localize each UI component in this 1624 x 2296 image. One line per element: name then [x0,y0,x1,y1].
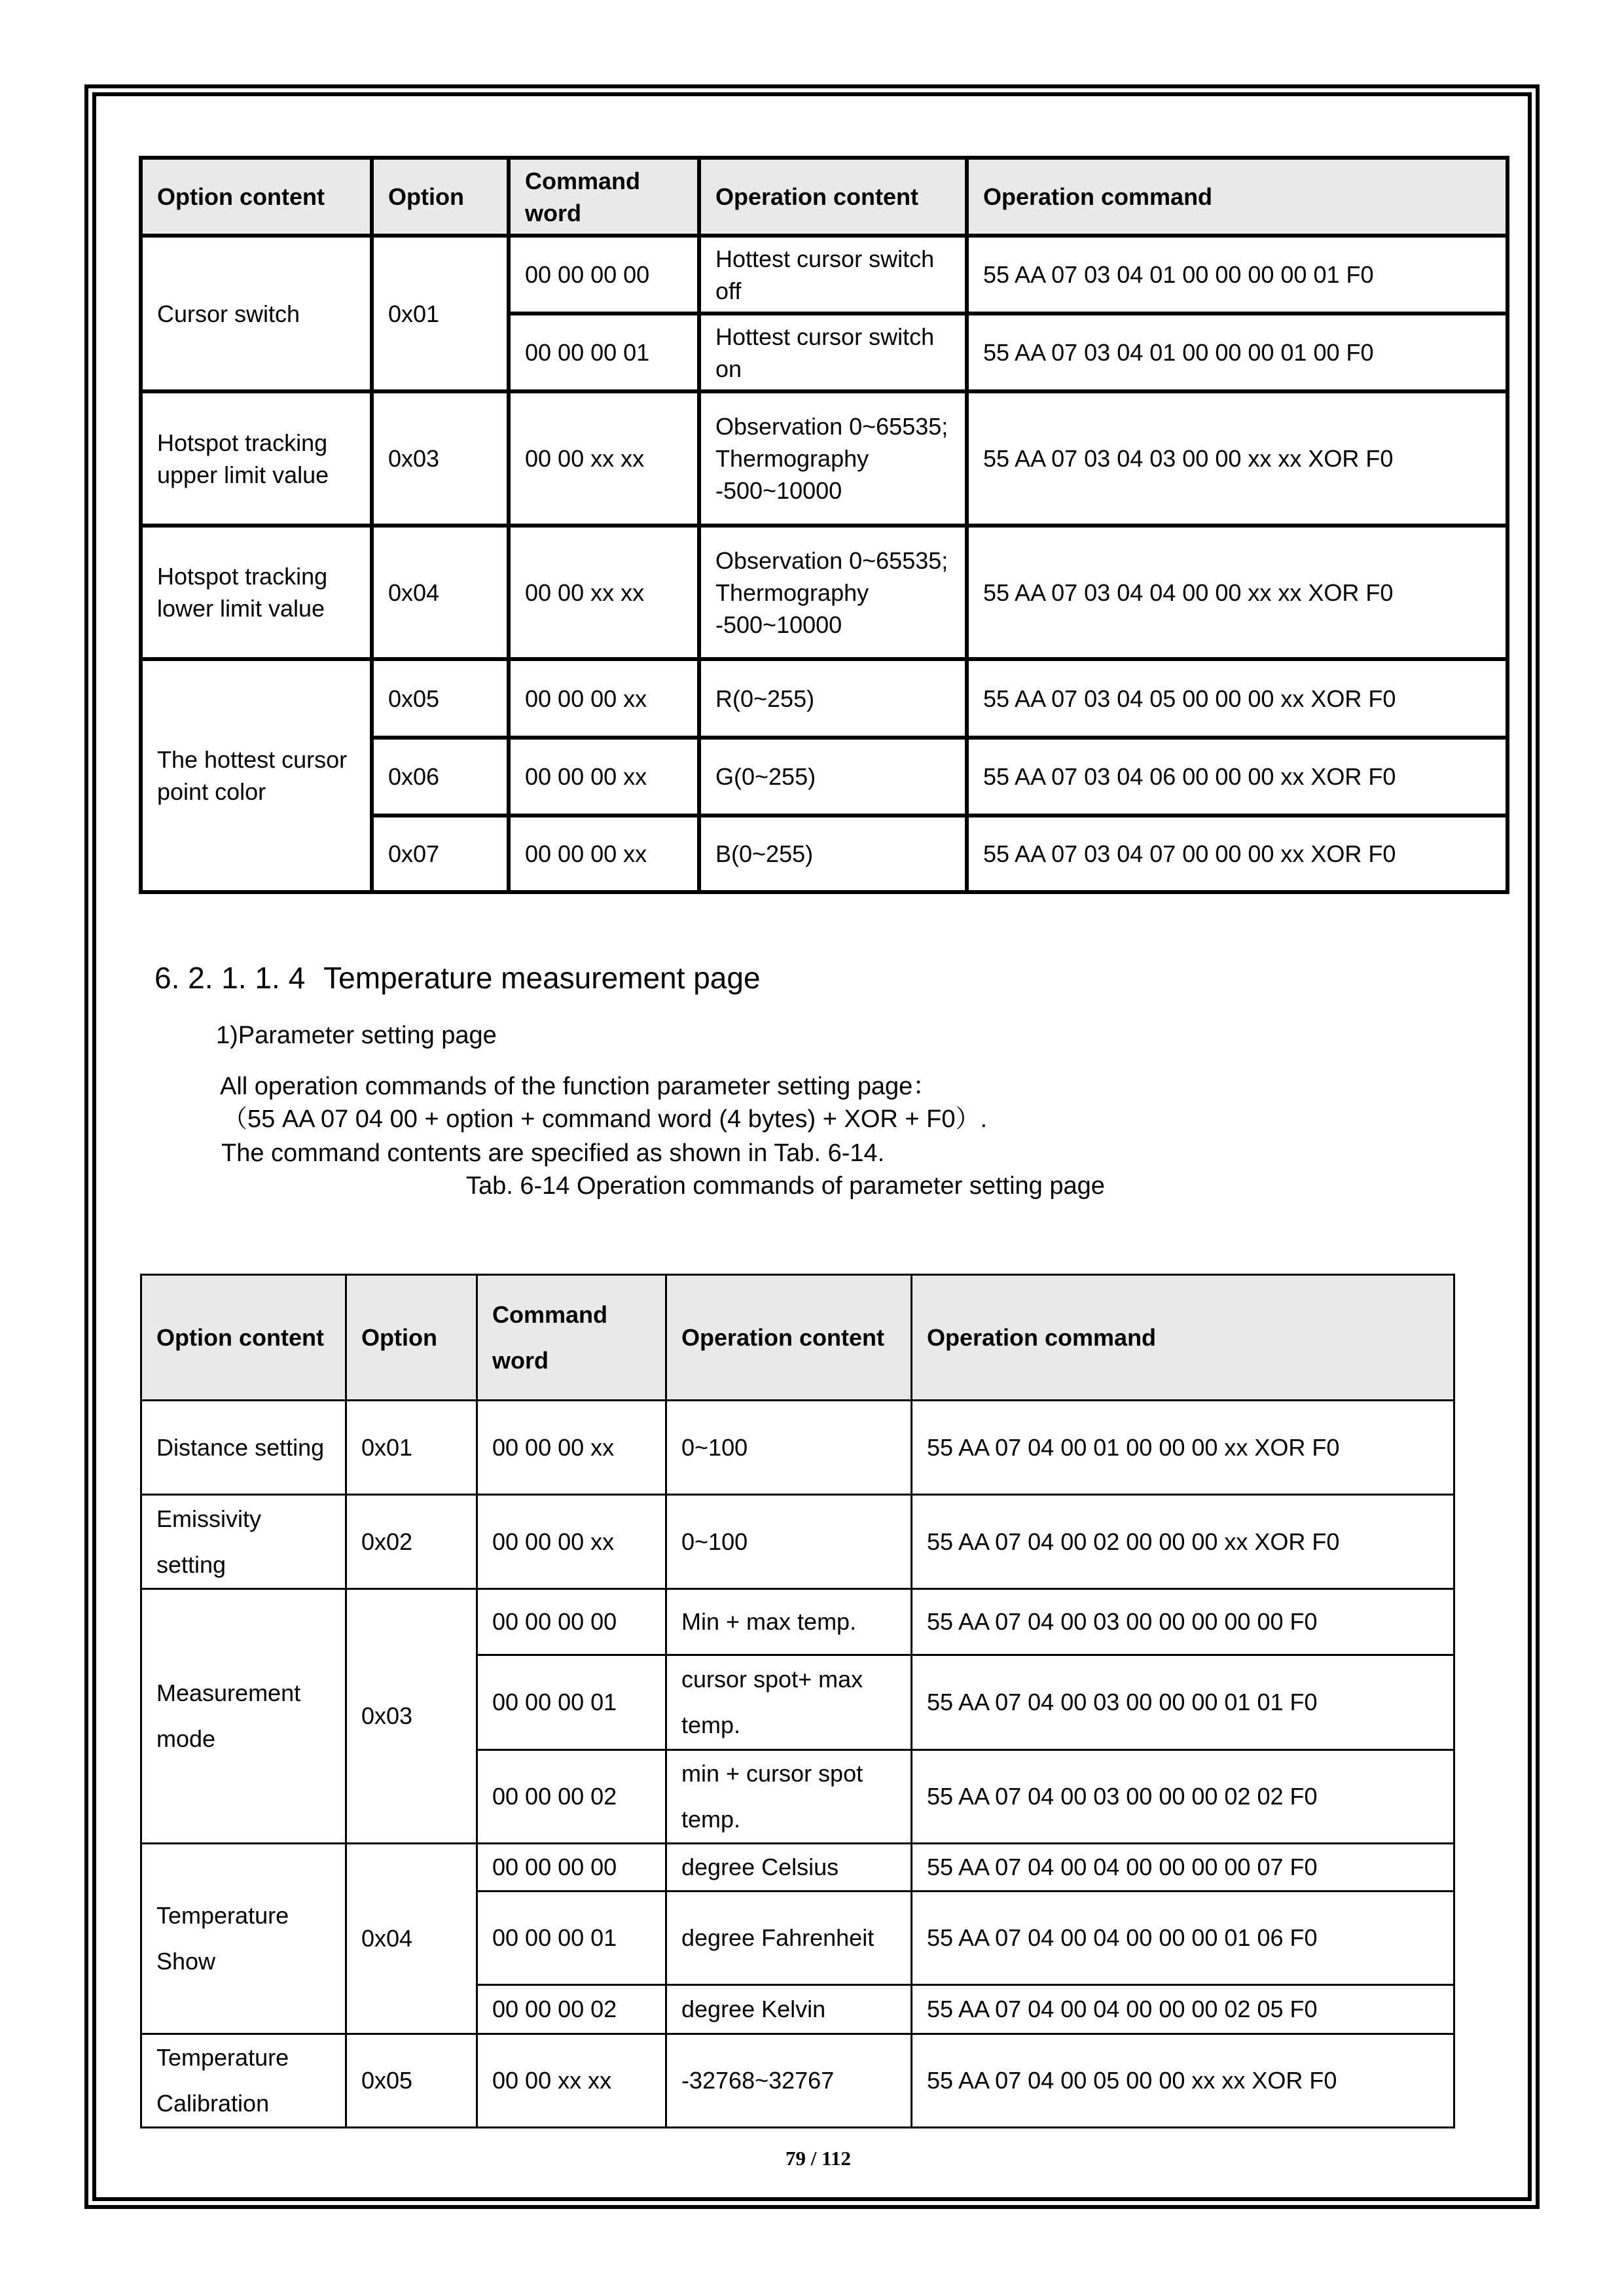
cell-command-word: 00 00 00 00 [509,236,699,314]
cell-command-word: 00 00 00 01 [477,1892,666,1985]
cell-operation-command: 55 AA 07 03 04 07 00 00 00 xx XOR F0 [967,816,1507,892]
table-row [141,1589,1454,1655]
cell-operation-command: 55 AA 07 03 04 06 00 00 00 xx XOR F0 [967,738,1507,816]
cell-operation-command: 55 AA 07 04 00 05 00 00 xx xx XOR F0 [912,2034,1454,2128]
subheading: 1)Parameter setting page [216,1022,497,1049]
cell-option-content: Distance setting [141,1401,346,1495]
cell-option-content: Temperature Show [141,1844,346,2034]
cell-command-word: 00 00 xx xx [477,2034,666,2128]
cell-command-word: 00 00 00 xx [509,738,699,816]
table-header-row [141,1275,1454,1401]
cell-operation-command: 55 AA 07 03 04 01 00 00 00 01 00 F0 [967,314,1507,391]
cell-operation-command: 55 AA 07 04 00 04 00 00 00 00 07 F0 [912,1844,1454,1892]
cell-operation-content: R(0~255) [699,659,967,738]
header-command-word: Command word [509,158,699,236]
cell-command-word: 00 00 00 02 [477,1750,666,1844]
cell-operation-command: 55 AA 07 03 04 04 00 00 xx xx XOR F0 [967,526,1507,659]
cell-option: 0x03 [372,391,509,526]
cell-command-word: 00 00 00 01 [509,314,699,391]
cell-operation-content: cursor spot+ max temp. [666,1655,912,1750]
table-row [141,526,1507,659]
cell-operation-content: G(0~255) [699,738,967,816]
cell-operation-command: 55 AA 07 04 00 04 00 00 00 02 05 F0 [912,1985,1454,2034]
cell-operation-content: Observation 0~65535; Thermography -500~10000 [699,526,967,659]
header-operation-content: Operation content [666,1275,912,1401]
parameter-setting-commands-table [140,1274,1455,2128]
cell-option: 0x05 [372,659,509,738]
table-row [141,236,1507,314]
cell-command-word: 00 00 00 02 [477,1985,666,2034]
cell-operation-command: 55 AA 07 04 00 03 00 00 00 01 01 F0 [912,1655,1454,1750]
cell-operation-content: min + cursor spot temp. [666,1750,912,1844]
section-heading-title: Temperature measurement page [323,961,761,995]
cell-option-content: Hotspot tracking upper limit value [141,391,372,526]
cell-option: 0x01 [346,1401,477,1495]
header-option-content: Option content [141,158,372,236]
cell-operation-content: 0~100 [666,1495,912,1589]
section-heading [154,960,761,996]
cell-command-word: 00 00 xx xx [509,391,699,526]
cell-operation-content: B(0~255) [699,816,967,892]
cell-operation-content: degree Kelvin [666,1985,912,2034]
header-operation-command: Operation command [967,158,1507,236]
cell-operation-content: Hottest cursor switch on [699,314,967,391]
cursor-commands-table [139,156,1509,894]
cell-option-content: Hotspot tracking lower limit value [141,526,372,659]
cell-command-word: 00 00 xx xx [509,526,699,659]
header-operation-content: Operation content [699,158,967,236]
cell-operation-content: degree Fahrenheit [666,1892,912,1985]
cell-option-content: The hottest cursor point color [141,659,372,892]
cell-command-word: 00 00 00 xx [477,1401,666,1495]
header-operation-command: Operation command [912,1275,1454,1401]
cell-operation-content: 0~100 [666,1401,912,1495]
table-row [141,1844,1454,1892]
cell-option: 0x07 [372,816,509,892]
section-heading-number: 6. 2. 1. 1. 4 [154,961,306,995]
paragraph-line-3: The command contents are specified as shown in Tab. 6-14. [221,1139,885,1167]
cell-operation-content: Min + max temp. [666,1589,912,1655]
header-command-word: Command word [477,1275,666,1401]
cell-option-content: Measurement mode [141,1589,346,1844]
table-row [141,1401,1454,1495]
header-option: Option [346,1275,477,1401]
cell-operation-command: 55 AA 07 04 00 04 00 00 00 01 06 F0 [912,1892,1454,1985]
cell-option: 0x01 [372,236,509,391]
cell-operation-command: 55 AA 07 04 00 02 00 00 00 xx XOR F0 [912,1495,1454,1589]
table-caption: Tab. 6-14 Operation commands of parameter setting page [466,1172,1105,1200]
header-option: Option [372,158,509,236]
cell-command-word: 00 00 00 00 [477,1589,666,1655]
cell-operation-command: 55 AA 07 03 04 03 00 00 xx xx XOR F0 [967,391,1507,526]
paragraph-line-1: All operation commands of the function parameter setting page： [220,1073,938,1100]
cell-operation-command: 55 AA 07 03 04 05 00 00 00 xx XOR F0 [967,659,1507,738]
cell-command-word: 00 00 00 01 [477,1655,666,1750]
cell-option-content: Emissivity setting [141,1495,346,1589]
page-number: 79 / 112 [785,2147,851,2170]
cell-command-word: 00 00 00 00 [477,1844,666,1892]
header-option-content: Option content [141,1275,346,1401]
table-row [141,2034,1454,2128]
cell-operation-content: -32768~32767 [666,2034,912,2128]
cell-operation-command: 55 AA 07 04 00 03 00 00 00 00 00 F0 [912,1589,1454,1655]
table-row [141,391,1507,526]
cell-command-word: 00 00 00 xx [509,659,699,738]
cell-option: 0x02 [346,1495,477,1589]
cell-option-content: Cursor switch [141,236,372,391]
table-row [141,659,1507,738]
cell-operation-command: 55 AA 07 04 00 01 00 00 00 xx XOR F0 [912,1401,1454,1495]
cell-option-content: Temperature Calibration [141,2034,346,2128]
cell-operation-command: 55 AA 07 03 04 01 00 00 00 00 01 F0 [967,236,1507,314]
cell-operation-command: 55 AA 07 04 00 03 00 00 00 02 02 F0 [912,1750,1454,1844]
table-row [141,1495,1454,1589]
table-header-row [141,158,1507,236]
cell-option: 0x05 [346,2034,477,2128]
cell-option: 0x04 [346,1844,477,2034]
cell-command-word: 00 00 00 xx [509,816,699,892]
paragraph-line-2: （55 AA 07 04 00 + option + command word (4 bytes) + XOR + F0）. [223,1105,988,1133]
cell-option: 0x03 [346,1589,477,1844]
cell-option: 0x04 [372,526,509,659]
cell-command-word: 00 00 00 xx [477,1495,666,1589]
cell-operation-content: degree Celsius [666,1844,912,1892]
cell-operation-content: Observation 0~65535; Thermography -500~10000 [699,391,967,526]
cell-operation-content: Hottest cursor switch off [699,236,967,314]
cell-option: 0x06 [372,738,509,816]
